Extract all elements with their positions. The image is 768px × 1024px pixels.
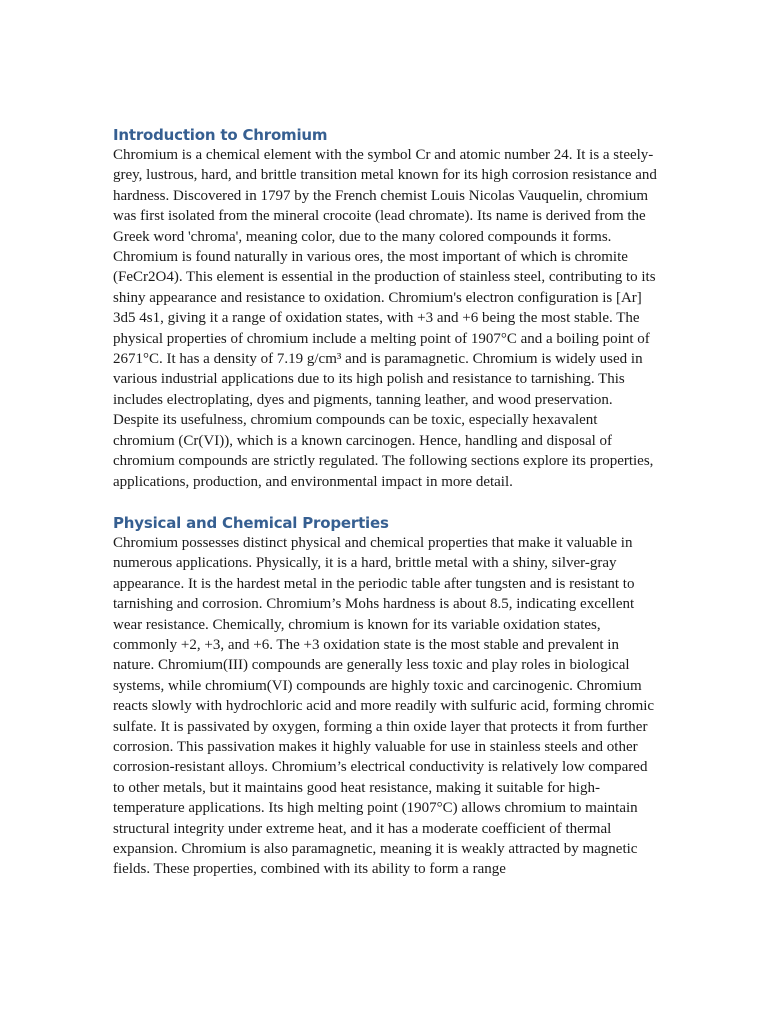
section-paragraph: Chromium is a chemical element with the symbol Cr and atomic number 24. It is a steely-grey, lustrous, hard, and brittle transition metal known for its high corrosion resistance and hardness. Discovered in 1797 by the French chemist Louis Nicolas Vauquelin, chromium was first isolated from the mineral crocoite (lead chromate). Its name is derived from the Greek word 'chroma', meaning color, due to the many colored compounds it forms. Chromium is found naturally in various ores, the most important of which is chromite (FeCr2O4). This element is essential in the production of stainless steel, contributing to its shiny appearance and resistance to oxidation. Chromium's electron configuration is [Ar] 3d5 4s1, giving it a range of oxidation states, with +3 and +6 being the most stable. The physical properties of chromium include a melting point of 1907°C and a boiling point of 2671°C. It has a density of 7.19 g/cm³ and is paramagnetic. Chromium is widely used in various industrial applications due to its high polish and resistance to tarnishing. This includes electroplating, dyes and pigments, tanning leather, and wood preservation. Despite its usefulness, chromium compounds can be toxic, especially hexavalent chromium (Cr(VI)), which is a known carcinogen. Hence, handling and disposal of chromium compounds are strictly regulated. The following sections explore its properties, applications, production, and environmental impact in more detail. [113, 147, 657, 490]
section-heading: Introduction to Chromium [113, 126, 328, 144]
document-page [113, 125, 658, 880]
section-physical-chemical-properties [113, 513, 658, 880]
section-introduction [113, 125, 658, 492]
section-paragraph: Chromium possesses distinct physical and chemical properties that make it valuable in numerous applications. Physically, it is a hard, brittle metal with a shiny, silver-gray appearance. It is the hardest metal in the periodic table after tungsten and is resistant to tarnishing and corrosion. Chromium’s Mohs hardness is about 8.5, indicating excellent wear resistance. Chemically, chromium is known for its variable oxidation states, commonly +2, +3, and +6. The +3 oxidation state is the most stable and prevalent in nature. Chromium(III) compounds are generally less toxic and play roles in biological systems, while chromium(VI) compounds are highly toxic and carcinogenic. Chromium reacts slowly with hydrochloric acid and more readily with sulfuric acid, forming chromic sulfate. It is passivated by oxygen, forming a thin oxide layer that protects it from further corrosion. This passivation makes it highly valuable for use in stainless steels and other corrosion-resistant alloys. Chromium’s electrical conductivity is relatively low compared to other metals, but it maintains good heat resistance, making it suitable for high-temperature applications. Its high melting point (1907°C) allows chromium to maintain structural integrity under extreme heat, and it has a moderate coefficient of thermal expansion. Chromium is also paramagnetic, meaning it is weakly attracted by magnetic fields. These properties, combined with its ability to form a range [113, 534, 655, 878]
section-heading: Physical and Chemical Properties [113, 513, 389, 532]
